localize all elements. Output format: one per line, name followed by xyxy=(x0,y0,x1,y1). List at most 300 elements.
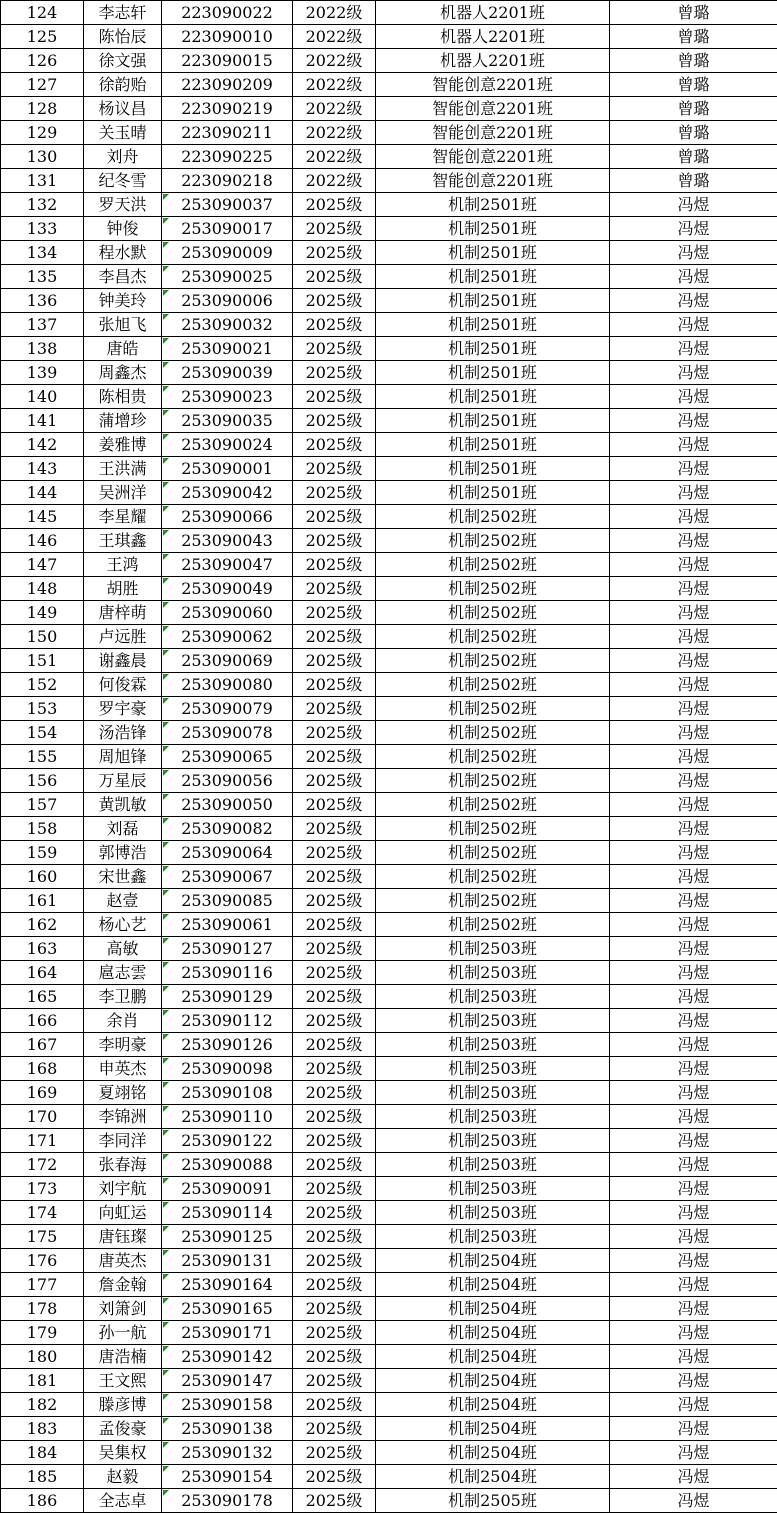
row-number-cell[interactable]: 184 xyxy=(1,1441,84,1465)
class-cell[interactable]: 机制2502班 xyxy=(376,817,610,841)
grade-cell[interactable]: 2025级 xyxy=(293,1129,376,1153)
grade-cell[interactable]: 2025级 xyxy=(293,769,376,793)
advisor-cell[interactable]: 冯煜 xyxy=(610,409,777,433)
advisor-cell[interactable]: 冯煜 xyxy=(610,1225,777,1249)
grade-cell[interactable]: 2025级 xyxy=(293,1105,376,1129)
student-id-cell[interactable]: 223090209 xyxy=(162,73,293,97)
student-id-cell[interactable]: 253090154 xyxy=(162,1465,293,1489)
row-number-cell[interactable]: 185 xyxy=(1,1465,84,1489)
class-cell[interactable]: 机制2502班 xyxy=(376,913,610,937)
student-name-cell[interactable]: 李锦洲 xyxy=(84,1105,162,1129)
row-number-cell[interactable]: 165 xyxy=(1,985,84,1009)
grade-cell[interactable]: 2025级 xyxy=(293,193,376,217)
student-id-cell[interactable]: 253090067 xyxy=(162,865,293,889)
student-name-cell[interactable]: 钟美玲 xyxy=(84,289,162,313)
grade-cell[interactable]: 2025级 xyxy=(293,481,376,505)
advisor-cell[interactable]: 冯煜 xyxy=(610,337,777,361)
row-number-cell[interactable]: 129 xyxy=(1,121,84,145)
advisor-cell[interactable]: 冯煜 xyxy=(610,1009,777,1033)
class-cell[interactable]: 机制2503班 xyxy=(376,1057,610,1081)
class-cell[interactable]: 智能创意2201班 xyxy=(376,145,610,169)
advisor-cell[interactable]: 冯煜 xyxy=(610,1465,777,1489)
student-name-cell[interactable]: 余肖 xyxy=(84,1009,162,1033)
grade-cell[interactable]: 2025级 xyxy=(293,1393,376,1417)
student-name-cell[interactable]: 徐韵贻 xyxy=(84,73,162,97)
grade-cell[interactable]: 2025级 xyxy=(293,529,376,553)
row-number-cell[interactable]: 175 xyxy=(1,1225,84,1249)
student-id-cell[interactable]: 253090164 xyxy=(162,1273,293,1297)
row-number-cell[interactable]: 158 xyxy=(1,817,84,841)
student-name-cell[interactable]: 李昌杰 xyxy=(84,265,162,289)
advisor-cell[interactable]: 冯煜 xyxy=(610,361,777,385)
class-cell[interactable]: 机制2502班 xyxy=(376,577,610,601)
student-name-cell[interactable]: 唐皓 xyxy=(84,337,162,361)
advisor-cell[interactable]: 曾璐 xyxy=(610,49,777,73)
grade-cell[interactable]: 2025级 xyxy=(293,1057,376,1081)
class-cell[interactable]: 智能创意2201班 xyxy=(376,121,610,145)
advisor-cell[interactable]: 冯煜 xyxy=(610,745,777,769)
row-number-cell[interactable]: 153 xyxy=(1,697,84,721)
class-cell[interactable]: 机制2501班 xyxy=(376,481,610,505)
row-number-cell[interactable]: 157 xyxy=(1,793,84,817)
student-name-cell[interactable]: 罗宇豪 xyxy=(84,697,162,721)
student-name-cell[interactable]: 孙一航 xyxy=(84,1321,162,1345)
row-number-cell[interactable]: 178 xyxy=(1,1297,84,1321)
grade-cell[interactable]: 2025级 xyxy=(293,265,376,289)
student-id-cell[interactable]: 223090218 xyxy=(162,169,293,193)
class-cell[interactable]: 智能创意2201班 xyxy=(376,97,610,121)
grade-cell[interactable]: 2025级 xyxy=(293,1153,376,1177)
row-number-cell[interactable]: 174 xyxy=(1,1201,84,1225)
student-id-cell[interactable]: 253090088 xyxy=(162,1153,293,1177)
class-cell[interactable]: 机制2503班 xyxy=(376,1105,610,1129)
row-number-cell[interactable]: 138 xyxy=(1,337,84,361)
student-name-cell[interactable]: 赵壹 xyxy=(84,889,162,913)
row-number-cell[interactable]: 149 xyxy=(1,601,84,625)
student-id-cell[interactable]: 253090078 xyxy=(162,721,293,745)
row-number-cell[interactable]: 167 xyxy=(1,1033,84,1057)
row-number-cell[interactable]: 126 xyxy=(1,49,84,73)
student-id-cell[interactable]: 253090025 xyxy=(162,265,293,289)
student-name-cell[interactable]: 詹金翰 xyxy=(84,1273,162,1297)
advisor-cell[interactable]: 冯煜 xyxy=(610,841,777,865)
student-id-cell[interactable]: 253090110 xyxy=(162,1105,293,1129)
class-cell[interactable]: 机制2503班 xyxy=(376,1177,610,1201)
student-name-cell[interactable]: 郭博浩 xyxy=(84,841,162,865)
student-name-cell[interactable]: 李星耀 xyxy=(84,505,162,529)
advisor-cell[interactable]: 冯煜 xyxy=(610,1033,777,1057)
advisor-cell[interactable]: 冯煜 xyxy=(610,577,777,601)
row-number-cell[interactable]: 143 xyxy=(1,457,84,481)
student-name-cell[interactable]: 汤浩锋 xyxy=(84,721,162,745)
advisor-cell[interactable]: 冯煜 xyxy=(610,721,777,745)
class-cell[interactable]: 机制2501班 xyxy=(376,217,610,241)
grade-cell[interactable]: 2022级 xyxy=(293,145,376,169)
student-name-cell[interactable]: 唐英杰 xyxy=(84,1249,162,1273)
class-cell[interactable]: 机制2501班 xyxy=(376,337,610,361)
class-cell[interactable]: 机制2501班 xyxy=(376,313,610,337)
student-id-cell[interactable]: 253090017 xyxy=(162,217,293,241)
advisor-cell[interactable]: 冯煜 xyxy=(610,961,777,985)
student-id-cell[interactable]: 253090112 xyxy=(162,1009,293,1033)
student-name-cell[interactable]: 黄凯敏 xyxy=(84,793,162,817)
advisor-cell[interactable]: 冯煜 xyxy=(610,193,777,217)
student-id-cell[interactable]: 253090165 xyxy=(162,1297,293,1321)
class-cell[interactable]: 机制2504班 xyxy=(376,1249,610,1273)
student-id-cell[interactable]: 223090211 xyxy=(162,121,293,145)
grade-cell[interactable]: 2025级 xyxy=(293,1321,376,1345)
advisor-cell[interactable]: 冯煜 xyxy=(610,1177,777,1201)
class-cell[interactable]: 机制2502班 xyxy=(376,529,610,553)
student-id-cell[interactable]: 253090049 xyxy=(162,577,293,601)
advisor-cell[interactable]: 冯煜 xyxy=(610,1129,777,1153)
student-id-cell[interactable]: 253090122 xyxy=(162,1129,293,1153)
advisor-cell[interactable]: 冯煜 xyxy=(610,1273,777,1297)
advisor-cell[interactable]: 冯煜 xyxy=(610,625,777,649)
advisor-cell[interactable]: 冯煜 xyxy=(610,481,777,505)
class-cell[interactable]: 机制2501班 xyxy=(376,361,610,385)
class-cell[interactable]: 机器人2201班 xyxy=(376,49,610,73)
student-name-cell[interactable]: 张春海 xyxy=(84,1153,162,1177)
row-number-cell[interactable]: 159 xyxy=(1,841,84,865)
student-id-cell[interactable]: 253090108 xyxy=(162,1081,293,1105)
row-number-cell[interactable]: 161 xyxy=(1,889,84,913)
class-cell[interactable]: 机制2505班 xyxy=(376,1489,610,1513)
row-number-cell[interactable]: 155 xyxy=(1,745,84,769)
advisor-cell[interactable]: 冯煜 xyxy=(610,1369,777,1393)
grade-cell[interactable]: 2025级 xyxy=(293,1345,376,1369)
row-number-cell[interactable]: 134 xyxy=(1,241,84,265)
advisor-cell[interactable]: 冯煜 xyxy=(610,793,777,817)
student-id-cell[interactable]: 253090085 xyxy=(162,889,293,913)
class-cell[interactable]: 机制2503班 xyxy=(376,1225,610,1249)
row-number-cell[interactable]: 145 xyxy=(1,505,84,529)
advisor-cell[interactable]: 冯煜 xyxy=(610,1321,777,1345)
grade-cell[interactable]: 2025级 xyxy=(293,1009,376,1033)
advisor-cell[interactable]: 曾璐 xyxy=(610,25,777,49)
advisor-cell[interactable]: 曾璐 xyxy=(610,121,777,145)
student-name-cell[interactable]: 唐钰璨 xyxy=(84,1225,162,1249)
class-cell[interactable]: 机制2504班 xyxy=(376,1297,610,1321)
student-id-cell[interactable]: 223090015 xyxy=(162,49,293,73)
class-cell[interactable]: 智能创意2201班 xyxy=(376,73,610,97)
class-cell[interactable]: 机制2501班 xyxy=(376,193,610,217)
row-number-cell[interactable]: 150 xyxy=(1,625,84,649)
student-id-cell[interactable]: 253090035 xyxy=(162,409,293,433)
student-name-cell[interactable]: 周鑫杰 xyxy=(84,361,162,385)
grade-cell[interactable]: 2025级 xyxy=(293,313,376,337)
grade-cell[interactable]: 2025级 xyxy=(293,1369,376,1393)
advisor-cell[interactable]: 冯煜 xyxy=(610,673,777,697)
row-number-cell[interactable]: 173 xyxy=(1,1177,84,1201)
student-name-cell[interactable]: 姜雅博 xyxy=(84,433,162,457)
student-id-cell[interactable]: 253090142 xyxy=(162,1345,293,1369)
student-id-cell[interactable]: 253090080 xyxy=(162,673,293,697)
advisor-cell[interactable]: 冯煜 xyxy=(610,433,777,457)
student-id-cell[interactable]: 253090050 xyxy=(162,793,293,817)
class-cell[interactable]: 机制2502班 xyxy=(376,769,610,793)
advisor-cell[interactable]: 冯煜 xyxy=(610,769,777,793)
grade-cell[interactable]: 2025级 xyxy=(293,217,376,241)
class-cell[interactable]: 机制2502班 xyxy=(376,721,610,745)
class-cell[interactable]: 机器人2201班 xyxy=(376,25,610,49)
advisor-cell[interactable]: 曾璐 xyxy=(610,73,777,97)
advisor-cell[interactable]: 冯煜 xyxy=(610,289,777,313)
row-number-cell[interactable]: 154 xyxy=(1,721,84,745)
grade-cell[interactable]: 2025级 xyxy=(293,1273,376,1297)
row-number-cell[interactable]: 130 xyxy=(1,145,84,169)
class-cell[interactable]: 机制2502班 xyxy=(376,673,610,697)
grade-cell[interactable]: 2025级 xyxy=(293,1033,376,1057)
class-cell[interactable]: 机制2503班 xyxy=(376,961,610,985)
row-number-cell[interactable]: 182 xyxy=(1,1393,84,1417)
student-id-cell[interactable]: 253090032 xyxy=(162,313,293,337)
row-number-cell[interactable]: 152 xyxy=(1,673,84,697)
class-cell[interactable]: 机制2503班 xyxy=(376,985,610,1009)
student-id-cell[interactable]: 223090010 xyxy=(162,25,293,49)
class-cell[interactable]: 机制2503班 xyxy=(376,1201,610,1225)
row-number-cell[interactable]: 183 xyxy=(1,1417,84,1441)
row-number-cell[interactable]: 168 xyxy=(1,1057,84,1081)
student-name-cell[interactable]: 刘磊 xyxy=(84,817,162,841)
class-cell[interactable]: 机制2504班 xyxy=(376,1321,610,1345)
grade-cell[interactable]: 2025级 xyxy=(293,721,376,745)
student-id-cell[interactable]: 253090042 xyxy=(162,481,293,505)
class-cell[interactable]: 机制2504班 xyxy=(376,1465,610,1489)
class-cell[interactable]: 机制2501班 xyxy=(376,433,610,457)
student-name-cell[interactable]: 杨议昌 xyxy=(84,97,162,121)
student-name-cell[interactable]: 万星辰 xyxy=(84,769,162,793)
student-id-cell[interactable]: 253090127 xyxy=(162,937,293,961)
row-number-cell[interactable]: 166 xyxy=(1,1009,84,1033)
row-number-cell[interactable]: 140 xyxy=(1,385,84,409)
student-id-cell[interactable]: 253090079 xyxy=(162,697,293,721)
advisor-cell[interactable]: 冯煜 xyxy=(610,1153,777,1177)
student-name-cell[interactable]: 唐浩楠 xyxy=(84,1345,162,1369)
grade-cell[interactable]: 2025级 xyxy=(293,1177,376,1201)
advisor-cell[interactable]: 冯煜 xyxy=(610,265,777,289)
student-name-cell[interactable]: 吴集权 xyxy=(84,1441,162,1465)
advisor-cell[interactable]: 冯煜 xyxy=(610,1297,777,1321)
row-number-cell[interactable]: 177 xyxy=(1,1273,84,1297)
student-id-cell[interactable]: 253090047 xyxy=(162,553,293,577)
class-cell[interactable]: 机制2504班 xyxy=(376,1417,610,1441)
row-number-cell[interactable]: 180 xyxy=(1,1345,84,1369)
advisor-cell[interactable]: 冯煜 xyxy=(610,241,777,265)
class-cell[interactable]: 机制2503班 xyxy=(376,1129,610,1153)
row-number-cell[interactable]: 172 xyxy=(1,1153,84,1177)
student-id-cell[interactable]: 253090178 xyxy=(162,1489,293,1513)
grade-cell[interactable]: 2025级 xyxy=(293,241,376,265)
advisor-cell[interactable]: 冯煜 xyxy=(610,889,777,913)
student-name-cell[interactable]: 孟俊豪 xyxy=(84,1417,162,1441)
grade-cell[interactable]: 2025级 xyxy=(293,889,376,913)
advisor-cell[interactable]: 曾璐 xyxy=(610,145,777,169)
advisor-cell[interactable]: 曾璐 xyxy=(610,169,777,193)
student-id-cell[interactable]: 253090064 xyxy=(162,841,293,865)
class-cell[interactable]: 机制2502班 xyxy=(376,505,610,529)
student-name-cell[interactable]: 刘舟 xyxy=(84,145,162,169)
student-id-cell[interactable]: 253090024 xyxy=(162,433,293,457)
class-cell[interactable]: 机制2504班 xyxy=(376,1441,610,1465)
advisor-cell[interactable]: 冯煜 xyxy=(610,1393,777,1417)
student-id-cell[interactable]: 253090062 xyxy=(162,625,293,649)
advisor-cell[interactable]: 曾璐 xyxy=(610,1,777,25)
advisor-cell[interactable]: 冯煜 xyxy=(610,1489,777,1513)
row-number-cell[interactable]: 160 xyxy=(1,865,84,889)
advisor-cell[interactable]: 冯煜 xyxy=(610,1081,777,1105)
grade-cell[interactable]: 2025级 xyxy=(293,505,376,529)
class-cell[interactable]: 机制2502班 xyxy=(376,553,610,577)
student-name-cell[interactable]: 王文熙 xyxy=(84,1369,162,1393)
student-name-cell[interactable]: 全志卓 xyxy=(84,1489,162,1513)
student-id-cell[interactable]: 253090061 xyxy=(162,913,293,937)
row-number-cell[interactable]: 142 xyxy=(1,433,84,457)
grade-cell[interactable]: 2025级 xyxy=(293,841,376,865)
class-cell[interactable]: 机制2502班 xyxy=(376,625,610,649)
student-id-cell[interactable]: 253090006 xyxy=(162,289,293,313)
class-cell[interactable]: 智能创意2201班 xyxy=(376,169,610,193)
class-cell[interactable]: 机制2502班 xyxy=(376,697,610,721)
grade-cell[interactable]: 2025级 xyxy=(293,601,376,625)
grade-cell[interactable]: 2025级 xyxy=(293,865,376,889)
student-name-cell[interactable]: 王洪满 xyxy=(84,457,162,481)
advisor-cell[interactable]: 冯煜 xyxy=(610,217,777,241)
advisor-cell[interactable]: 冯煜 xyxy=(610,1249,777,1273)
grade-cell[interactable]: 2025级 xyxy=(293,1441,376,1465)
row-number-cell[interactable]: 139 xyxy=(1,361,84,385)
student-name-cell[interactable]: 王琪鑫 xyxy=(84,529,162,553)
student-id-cell[interactable]: 253090021 xyxy=(162,337,293,361)
row-number-cell[interactable]: 147 xyxy=(1,553,84,577)
grade-cell[interactable]: 2025级 xyxy=(293,745,376,769)
student-name-cell[interactable]: 何俊霖 xyxy=(84,673,162,697)
row-number-cell[interactable]: 186 xyxy=(1,1489,84,1513)
grade-cell[interactable]: 2022级 xyxy=(293,73,376,97)
advisor-cell[interactable]: 冯煜 xyxy=(610,913,777,937)
student-name-cell[interactable]: 李同洋 xyxy=(84,1129,162,1153)
student-id-cell[interactable]: 253090066 xyxy=(162,505,293,529)
row-number-cell[interactable]: 162 xyxy=(1,913,84,937)
student-name-cell[interactable]: 高敏 xyxy=(84,937,162,961)
student-name-cell[interactable]: 陈相贵 xyxy=(84,385,162,409)
row-number-cell[interactable]: 146 xyxy=(1,529,84,553)
class-cell[interactable]: 机制2502班 xyxy=(376,841,610,865)
grade-cell[interactable]: 2025级 xyxy=(293,553,376,577)
row-number-cell[interactable]: 164 xyxy=(1,961,84,985)
row-number-cell[interactable]: 125 xyxy=(1,25,84,49)
class-cell[interactable]: 机制2504班 xyxy=(376,1273,610,1297)
student-name-cell[interactable]: 扈志雲 xyxy=(84,961,162,985)
student-id-cell[interactable]: 253090060 xyxy=(162,601,293,625)
student-id-cell[interactable]: 253090056 xyxy=(162,769,293,793)
row-number-cell[interactable]: 131 xyxy=(1,169,84,193)
student-name-cell[interactable]: 蒲增珍 xyxy=(84,409,162,433)
advisor-cell[interactable]: 冯煜 xyxy=(610,1201,777,1225)
row-number-cell[interactable]: 176 xyxy=(1,1249,84,1273)
student-id-cell[interactable]: 253090171 xyxy=(162,1321,293,1345)
grade-cell[interactable]: 2025级 xyxy=(293,577,376,601)
student-id-cell[interactable]: 253090126 xyxy=(162,1033,293,1057)
grade-cell[interactable]: 2025级 xyxy=(293,337,376,361)
row-number-cell[interactable]: 163 xyxy=(1,937,84,961)
student-id-cell[interactable]: 253090098 xyxy=(162,1057,293,1081)
grade-cell[interactable]: 2025级 xyxy=(293,1249,376,1273)
student-id-cell[interactable]: 253090129 xyxy=(162,985,293,1009)
grade-cell[interactable]: 2022级 xyxy=(293,169,376,193)
student-name-cell[interactable]: 唐梓萌 xyxy=(84,601,162,625)
student-id-cell[interactable]: 253090009 xyxy=(162,241,293,265)
class-cell[interactable]: 机制2503班 xyxy=(376,1033,610,1057)
student-id-cell[interactable]: 223090022 xyxy=(162,1,293,25)
row-number-cell[interactable]: 156 xyxy=(1,769,84,793)
grade-cell[interactable]: 2025级 xyxy=(293,1225,376,1249)
student-name-cell[interactable]: 纪冬雪 xyxy=(84,169,162,193)
student-id-cell[interactable]: 253090125 xyxy=(162,1225,293,1249)
grade-cell[interactable]: 2025级 xyxy=(293,1489,376,1513)
student-name-cell[interactable]: 宋世鑫 xyxy=(84,865,162,889)
student-name-cell[interactable]: 吴洲洋 xyxy=(84,481,162,505)
grade-cell[interactable]: 2025级 xyxy=(293,961,376,985)
class-cell[interactable]: 机制2501班 xyxy=(376,289,610,313)
row-number-cell[interactable]: 128 xyxy=(1,97,84,121)
grade-cell[interactable]: 2022级 xyxy=(293,25,376,49)
row-number-cell[interactable]: 137 xyxy=(1,313,84,337)
student-id-cell[interactable]: 223090225 xyxy=(162,145,293,169)
grade-cell[interactable]: 2025级 xyxy=(293,817,376,841)
class-cell[interactable]: 机制2504班 xyxy=(376,1345,610,1369)
student-name-cell[interactable]: 向虹运 xyxy=(84,1201,162,1225)
grade-cell[interactable]: 2025级 xyxy=(293,1081,376,1105)
class-cell[interactable]: 机制2504班 xyxy=(376,1393,610,1417)
class-cell[interactable]: 机制2502班 xyxy=(376,865,610,889)
grade-cell[interactable]: 2025级 xyxy=(293,673,376,697)
advisor-cell[interactable]: 冯煜 xyxy=(610,313,777,337)
student-name-cell[interactable]: 申英杰 xyxy=(84,1057,162,1081)
row-number-cell[interactable]: 141 xyxy=(1,409,84,433)
advisor-cell[interactable]: 冯煜 xyxy=(610,457,777,481)
advisor-cell[interactable]: 冯煜 xyxy=(610,1417,777,1441)
grade-cell[interactable]: 2025级 xyxy=(293,409,376,433)
class-cell[interactable]: 机制2503班 xyxy=(376,1081,610,1105)
advisor-cell[interactable]: 曾璐 xyxy=(610,97,777,121)
advisor-cell[interactable]: 冯煜 xyxy=(610,649,777,673)
grade-cell[interactable]: 2025级 xyxy=(293,625,376,649)
student-id-cell[interactable]: 253090082 xyxy=(162,817,293,841)
row-number-cell[interactable]: 169 xyxy=(1,1081,84,1105)
grade-cell[interactable]: 2022级 xyxy=(293,121,376,145)
student-name-cell[interactable]: 卢远胜 xyxy=(84,625,162,649)
advisor-cell[interactable]: 冯煜 xyxy=(610,553,777,577)
grade-cell[interactable]: 2025级 xyxy=(293,1417,376,1441)
student-id-cell[interactable]: 253090132 xyxy=(162,1441,293,1465)
student-id-cell[interactable]: 253090147 xyxy=(162,1369,293,1393)
student-name-cell[interactable]: 李志轩 xyxy=(84,1,162,25)
grade-cell[interactable]: 2025级 xyxy=(293,793,376,817)
advisor-cell[interactable]: 冯煜 xyxy=(610,601,777,625)
class-cell[interactable]: 机制2502班 xyxy=(376,745,610,769)
student-id-cell[interactable]: 223090219 xyxy=(162,97,293,121)
student-name-cell[interactable]: 张旭飞 xyxy=(84,313,162,337)
student-name-cell[interactable]: 李卫鹏 xyxy=(84,985,162,1009)
advisor-cell[interactable]: 冯煜 xyxy=(610,697,777,721)
row-number-cell[interactable]: 181 xyxy=(1,1369,84,1393)
student-id-cell[interactable]: 253090023 xyxy=(162,385,293,409)
row-number-cell[interactable]: 151 xyxy=(1,649,84,673)
class-cell[interactable]: 机制2501班 xyxy=(376,265,610,289)
class-cell[interactable]: 机制2501班 xyxy=(376,241,610,265)
row-number-cell[interactable]: 132 xyxy=(1,193,84,217)
